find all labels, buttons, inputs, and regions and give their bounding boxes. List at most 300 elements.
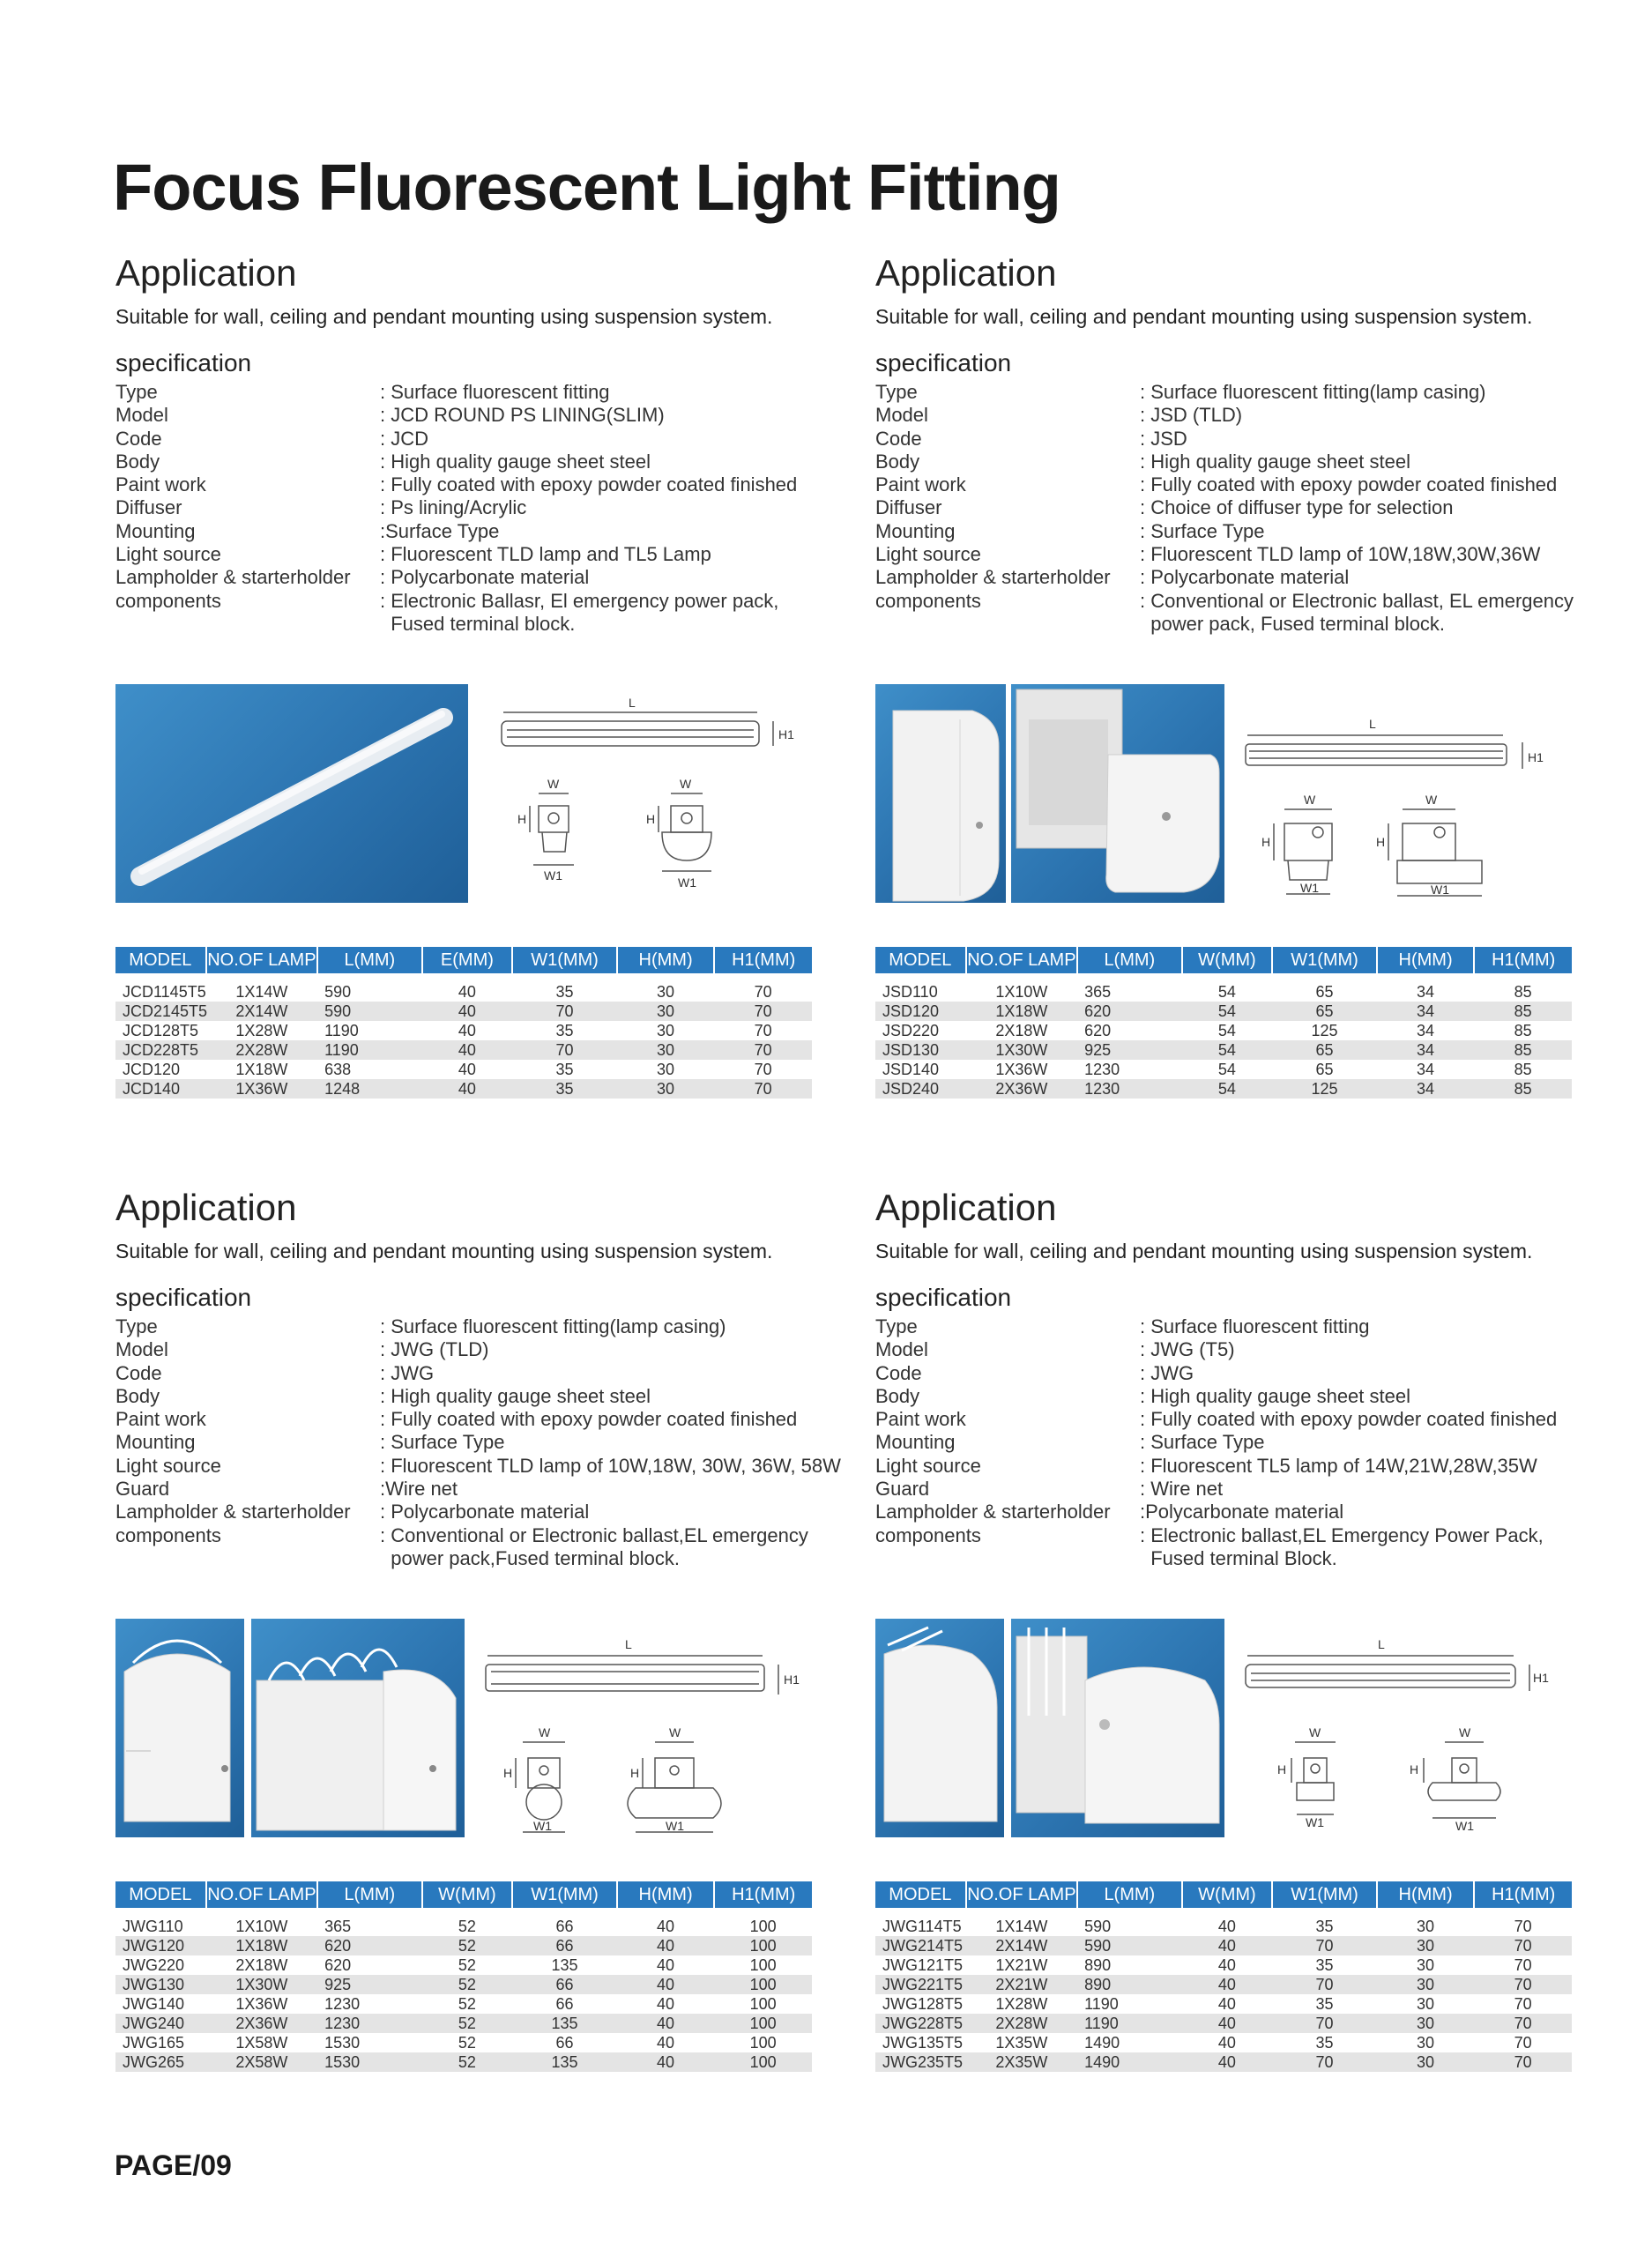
table-cell: 1190 [317,1040,422,1060]
column-header: H1(MM) [1474,1881,1572,1908]
table-row [115,2014,812,2033]
table-cell: 125 [1311,1022,1338,1039]
table-row [115,1002,812,1021]
column-header: MODEL [875,947,966,973]
table-row [115,2052,812,2072]
table-cell: 70 [1474,2052,1572,2072]
spec-row [875,1455,1607,1478]
table-cell: 1X14W [235,983,288,1001]
table-cell: 1X28W [235,1022,288,1039]
spec-key: Model [875,1338,928,1361]
table-cell: 40 [422,1079,513,1099]
spec-value: :Surface Type [380,519,500,542]
column-header: MODEL [115,947,206,973]
table-cell: 66 [512,1936,617,1955]
spec-key: Type [115,1315,158,1337]
table-cell: 2X58W [206,2052,317,2072]
column-header: E(MM) [422,947,513,973]
table-cell: 1X30W [206,1975,317,1994]
table-cell: 52 [422,2014,513,2033]
column-header: MODEL [875,1881,966,1908]
spec-row [875,473,1607,496]
column-header: W1(MM) [512,947,617,973]
lampholder-image [1011,1619,1224,1837]
table-row [875,1975,1572,1994]
table-cell: 40 [617,1975,715,1994]
spec-row [875,1362,1607,1385]
application-heading: Application [875,252,1057,294]
spec-list [875,1315,1607,1570]
dim-label-w: W [1304,793,1316,807]
table-cell: 135 [512,2052,617,2072]
spec-key: Body [875,1384,920,1407]
product-media [115,1619,847,1837]
table-cell: 135 [512,2014,617,2033]
spec-row [875,520,1607,543]
table-cell: JWG165 [123,2034,185,2052]
wire-guard-image [251,1619,465,1837]
technical-drawing [479,1619,840,1837]
spec-key: Paint work [115,473,206,496]
table-cell: 35 [1315,1995,1334,2013]
table-cell: 70 [1272,1936,1377,1955]
product-media [875,684,1607,903]
dimension-drawing [1239,1619,1600,1837]
spec-row [115,1362,847,1385]
table-cell: 70 [754,983,772,1001]
table-cell: 34 [1417,1061,1435,1078]
spec-key: Light source [875,1454,981,1477]
spec-value: : JSD (TLD) [1140,404,1243,427]
table-cell: 30 [1377,1975,1475,1994]
spec-row [875,381,1607,404]
table-cell: 34 [1377,1002,1475,1021]
spec-row [875,1478,1607,1501]
dim-label-w: W [680,777,692,791]
table-row [115,2033,812,2052]
table-cell: 40 [1217,1995,1236,2013]
table-cell: 85 [1474,1079,1572,1099]
table-cell: 66 [555,2034,574,2052]
dimension-drawing [1239,684,1600,903]
table-cell: 1X21W [995,1956,1048,1974]
spec-row [115,1455,847,1478]
table-cell: JWG228T5 [875,2014,966,2033]
table-cell: JWG140 [123,1995,185,2013]
table-cell: 70 [714,1079,812,1099]
spec-value: : Polycarbonate material [380,1501,590,1523]
table-cell: 70 [1474,2014,1572,2033]
spec-row [875,1501,1607,1523]
end-cap-image [875,684,1006,903]
table-cell: 30 [657,1022,675,1039]
spec-row [875,543,1607,566]
column-header: W(MM) [422,1881,513,1908]
table-cell: 40 [458,983,476,1001]
specification-heading: specification [115,349,252,376]
table-cell: 620 [1084,1022,1112,1039]
table-cell: 1X18W [235,1061,288,1078]
dim-label-h: H [517,812,527,826]
table-cell: 30 [1417,1995,1435,2013]
table-cell: JSD220 [882,1022,940,1039]
table-cell: 1530 [317,2052,422,2072]
spec-value: : JWG (T5) [1140,1338,1235,1361]
table-row [875,2014,1572,2033]
table-cell: 40 [1182,2052,1273,2072]
spec-row [115,1524,847,1571]
table-cell: 40 [1217,2034,1236,2052]
table-cell: 925 [317,1975,422,1994]
table-cell: 1X14W [995,1918,1048,1935]
table-row [115,1975,812,1994]
application-text: Suitable for wall, ceiling and pendant mounting using suspension system. [875,305,1533,328]
table-row [875,2052,1572,2072]
spec-value: : Fully coated with epoxy powder coated finished [380,473,798,496]
table-row [875,1955,1572,1975]
table-cell: 52 [458,1956,476,1974]
table-cell: 66 [555,1918,574,1935]
table-row [875,1079,1572,1099]
spec-key: components [875,589,981,612]
table-cell: 70 [754,1061,772,1078]
spec-row [115,1315,847,1338]
table-cell: 35 [512,1079,617,1099]
table-row [115,1060,812,1079]
column-header: H(MM) [1377,1881,1475,1908]
dim-label-w1: W1 [666,1819,684,1833]
spec-value: : Surface Type [380,1431,505,1454]
specification-heading: specification [875,349,1012,376]
technical-drawing [1239,1619,1600,1837]
product-photo [1011,684,1224,903]
spec-value: : Surface Type [1140,1431,1265,1454]
specification-heading: specification [115,1284,252,1311]
spec-key: Lampholder & starterholder [115,1501,351,1523]
table-cell: 70 [714,1040,812,1060]
table-cell: JWG265 [115,2052,206,2072]
section-jwg-tld [115,1187,847,2071]
table-cell: 1230 [324,1995,361,2013]
table-cell: 30 [1417,1918,1435,1935]
spec-key: Paint work [875,473,966,496]
spec-value: : JWG [380,1361,435,1384]
table-cell: 2X18W [235,1956,288,1974]
table-cell: 70 [754,1022,772,1039]
spec-key: Type [115,381,158,403]
table-cell: 54 [1182,1040,1273,1060]
product-table [875,947,1572,1099]
table-row [875,1021,1572,1040]
table-cell: 30 [617,1040,715,1060]
table-cell: 40 [1217,1956,1236,1974]
dim-label-w: W [1459,1725,1471,1739]
spec-key: Model [875,404,928,427]
table-cell: 52 [458,1918,476,1935]
table-header-row [875,1881,1572,1908]
table-cell: 30 [1417,1956,1435,1974]
spec-value: : JSD [1140,427,1187,450]
table-cell: 135 [551,1956,578,1974]
table-cell: 40 [422,1002,513,1021]
column-header: H1(MM) [714,947,812,973]
table-cell: 70 [1272,2052,1377,2072]
dim-label-h1: H1 [784,1672,800,1687]
spec-value: : Ps lining/Acrylic [380,496,527,519]
table-cell: JCD1145T5 [123,983,206,1001]
spec-row [875,590,1607,637]
table-cell: 54 [1182,1079,1273,1099]
spec-key: Code [115,427,162,450]
dim-label-w: W [547,777,560,791]
table-cell: 85 [1514,1061,1532,1078]
spec-value: : High quality gauge sheet steel [1140,1384,1410,1407]
dim-label-h: H [1410,1762,1419,1777]
table-cell: JWG220 [123,1956,185,1974]
dim-label-l: L [1378,1637,1385,1651]
table-row [875,2033,1572,2052]
dim-label-h: H [630,1766,640,1780]
spec-value: : Polycarbonate material [1140,566,1350,589]
table-cell: 52 [422,1975,513,1994]
table-cell: 52 [422,1936,513,1955]
table-row [875,1060,1572,1079]
column-header: NO.OF LAMP [966,947,1077,973]
table-cell: JWG214T5 [875,1936,966,1955]
table-row [115,1021,812,1040]
spec-key: Code [875,1361,922,1384]
table-cell: 1530 [324,2034,361,2052]
table-cell: 30 [657,983,675,1001]
table-cell: 100 [714,1936,812,1955]
spec-value: : Fully coated with epoxy powder coated finished [1140,473,1558,496]
spec-row [875,1524,1607,1571]
spec-key: Code [875,427,922,450]
table-cell: JSD120 [875,1002,966,1021]
spec-value: : Conventional or Electronic ballast,EL emergency power pack,Fused terminal block. [380,1523,808,1569]
table-cell: 2X36W [206,2014,317,2033]
table-cell: 65 [1272,1002,1377,1021]
spec-key: Body [875,450,920,473]
table-cell: 65 [1315,1061,1334,1078]
spec-row [115,566,847,589]
table-cell: 66 [512,1975,617,1994]
table-cell: 40 [617,2014,715,2033]
dim-label-h1: H1 [1533,1671,1549,1685]
table-cell: 34 [1377,1079,1475,1099]
spec-key: Lampholder & starterholder [115,566,351,589]
table-cell: 85 [1514,1022,1532,1039]
spec-key: Lampholder & starterholder [875,1501,1111,1523]
technical-drawing [486,684,838,903]
application-text: Suitable for wall, ceiling and pendant mounting using suspension system. [875,1240,1533,1263]
table-cell: JWG235T5 [875,2052,966,2072]
table-row [875,982,1572,1002]
table-cell: 35 [1315,1956,1334,1974]
table-header-row [875,947,1572,973]
dim-label-h1: H1 [1528,750,1544,764]
spec-value: : Surface fluorescent fitting [380,381,610,403]
table-cell: 2X35W [966,2052,1077,2072]
table-cell: 100 [749,1995,777,2013]
table-cell: 70 [512,1040,617,1060]
table-cell: 100 [714,1975,812,1994]
table-cell: 54 [1182,1002,1273,1021]
table-cell: 100 [749,2034,777,2052]
spec-row [115,381,847,404]
table-cell: 85 [1514,983,1532,1001]
table-cell: 70 [1514,1918,1532,1935]
spec-row [115,520,847,543]
table-cell: 1230 [1084,1061,1120,1078]
table-row [875,1994,1572,2014]
dim-label-w1: W1 [678,875,696,890]
spec-value: : Polycarbonate material [380,566,590,589]
spec-row [115,404,847,427]
dim-label-w1: W1 [533,1819,552,1833]
table-cell: 35 [1315,2034,1334,2052]
spec-key: Mounting [115,519,196,542]
table-cell: 1190 [1084,1995,1119,2013]
spec-row [875,1315,1607,1338]
table-cell: 100 [714,2014,812,2033]
spec-value: : Surface fluorescent fitting [1140,1315,1370,1337]
product-photo [115,684,468,903]
dim-label-h: H [646,812,656,826]
table-cell: 590 [324,983,352,1001]
dim-label-h: H [1277,1762,1287,1777]
spec-row [115,1385,847,1408]
table-cell: 34 [1377,1040,1475,1060]
table-row [115,1936,812,1955]
table-cell: 52 [458,1995,476,2013]
spec-row [115,1408,847,1431]
table-cell: 1X28W [995,1995,1048,2013]
table-cell: 66 [555,1995,574,2013]
table-cell: 52 [422,2052,513,2072]
spec-value: :Wire net [380,1478,458,1501]
table-cell: 40 [1182,1975,1273,1994]
table-cell: 54 [1217,1022,1236,1039]
dim-label-h: H [503,1766,513,1780]
table-cell: 2X14W [206,1002,317,1021]
spec-row [115,451,847,473]
spec-key: Paint work [875,1408,966,1431]
column-header: NO.OF LAMP [206,947,317,973]
table-cell: 30 [1377,2014,1475,2033]
dim-label-w1: W1 [1431,883,1449,897]
spec-row [115,1478,847,1501]
table-cell: 54 [1217,1061,1236,1078]
table-cell: 1190 [324,1022,359,1039]
spec-list [875,381,1607,636]
table-header-row [115,1881,812,1908]
table-cell: 34 [1417,1022,1435,1039]
table-cell: 30 [1417,2034,1435,2052]
column-header: NO.OF LAMP [966,1881,1077,1908]
column-header: H1(MM) [1474,947,1572,973]
table-cell: 65 [1272,1040,1377,1060]
column-header: W(MM) [1182,1881,1273,1908]
application-text: Suitable for wall, ceiling and pendant mounting using suspension system. [115,305,773,328]
product-photo [1011,1619,1224,1837]
table-cell: 1248 [317,1079,422,1099]
table-cell: 85 [1474,1040,1572,1060]
table-cell: 35 [555,1061,574,1078]
table-cell: 30 [1377,2052,1475,2072]
table-cell: 70 [1474,1936,1572,1955]
table-cell: 35 [1315,1918,1334,1935]
end-cap-image [875,1619,1004,1837]
spec-value: : Fluorescent TL5 lamp of 14W,21W,28W,35W [1140,1454,1537,1477]
spec-key: Mounting [875,519,956,542]
spec-value: : Conventional or Electronic ballast, EL emergency power pack, Fused terminal block. [1140,589,1574,635]
column-header: NO.OF LAMP [206,1881,317,1908]
spec-row [115,473,847,496]
column-header: L(MM) [1077,947,1182,973]
table-row [115,1955,812,1975]
table-cell: 85 [1474,1002,1572,1021]
column-header: W1(MM) [512,1881,617,1908]
wire-guard-image [115,1619,244,1837]
column-header: H(MM) [617,1881,715,1908]
spec-value: : JCD [380,427,428,450]
table-cell: 30 [617,1002,715,1021]
spec-value: : Fluorescent TLD lamp and TL5 Lamp [380,543,711,566]
table-cell: 365 [324,1918,352,1935]
table-cell: 620 [317,1936,422,1955]
table-cell: 100 [714,2052,812,2072]
application-text: Suitable for wall, ceiling and pendant mounting using suspension system. [115,1240,773,1263]
table-row [875,1040,1572,1060]
dim-label-l: L [629,696,636,710]
table-cell: 1490 [1077,2052,1182,2072]
spec-value: : Fluorescent TLD lamp of 10W,18W, 30W, 36W, 58W [380,1454,841,1477]
spec-key: Guard [875,1478,930,1501]
table-cell: 2X36W [966,1079,1077,1099]
table-cell: 125 [1272,1079,1377,1099]
spec-value: : Wire net [1140,1478,1224,1501]
dim-label-w: W [1425,793,1438,807]
table-cell: 30 [657,1061,675,1078]
spec-key: Model [115,404,168,427]
spec-row [115,428,847,451]
dim-label-w: W [1309,1725,1321,1739]
column-header: W1(MM) [1272,947,1377,973]
table-cell: 40 [657,2034,675,2052]
column-header: MODEL [115,1881,206,1908]
table-cell: 1X36W [206,1079,317,1099]
column-header: H(MM) [617,947,715,973]
column-header: W1(MM) [1272,1881,1377,1908]
table-cell: 40 [657,1995,675,2013]
spec-value: : Electronic Ballasr, El emergency power pack, Fused terminal block. [380,589,779,635]
table-cell: JCD120 [123,1061,181,1078]
table-row [115,982,812,1002]
table-cell: 54 [1217,983,1236,1001]
spec-key: components [115,1523,221,1546]
table-cell: JCD140 [115,1079,206,1099]
dim-label-w1: W1 [1306,1815,1324,1829]
spec-key: components [875,1523,981,1546]
table-cell: JSD140 [882,1061,940,1078]
section-jsd [875,252,1607,1098]
product-photo [875,684,1006,903]
spec-value: : JWG (TLD) [380,1338,489,1361]
table-cell: 70 [512,1002,617,1021]
spec-row [875,451,1607,473]
table-cell: JCD128T5 [123,1022,199,1039]
